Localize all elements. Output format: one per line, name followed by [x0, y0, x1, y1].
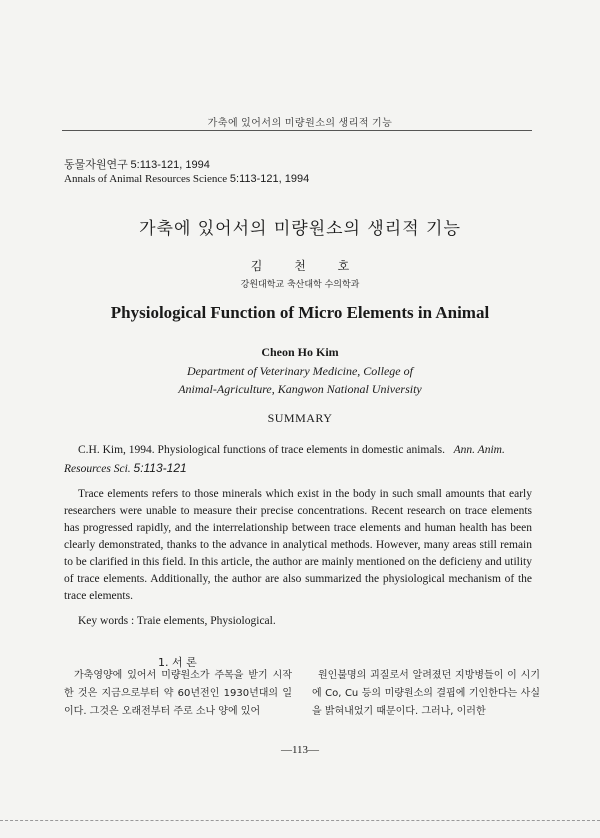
- reference-text: C.H. Kim, 1994. Physiological functions of trace elements in domestic animals.: [78, 444, 445, 456]
- title-english: Physiological Function of Micro Elements in Animal: [110, 303, 490, 322]
- department-line-2: Animal-Agriculture, Kangwon National University: [178, 382, 422, 396]
- running-header: 가축에 있어서의 미량원소의 생리적 기능: [207, 118, 393, 129]
- author-korean: 김 천 호: [250, 259, 364, 273]
- citation-en-journal: Annals of Animal Resources Science: [64, 173, 228, 185]
- section-heading: 1. 서 론: [158, 656, 197, 669]
- citation-ko-journal: 동물자원연구: [64, 159, 128, 171]
- reference-journal: Ann. Anim.: [453, 444, 505, 456]
- reference-pages: 5:113-121: [133, 461, 187, 475]
- citation-ko: [64, 158, 309, 172]
- reference-journal-2: Resources Sci.: [64, 463, 131, 475]
- citation-block: [64, 158, 309, 186]
- header-rule: [62, 130, 532, 131]
- citation-ko-volume: 5:113-121, 1994: [130, 159, 210, 171]
- title-korean: 가축에 있어서의 미량원소의 생리적 기능: [139, 219, 461, 239]
- affiliation-korean: 강원대학교 축산대학 수의학과: [240, 280, 360, 290]
- keywords: Key words : Traie elements, Physiological.: [78, 615, 276, 627]
- reference: [64, 441, 534, 478]
- citation-en: [64, 172, 309, 186]
- author-english: Cheon Ho Kim: [261, 345, 339, 359]
- body-column-left: 가축영양에 있어서 미량원소가 주목을 받기 시작한 것은 지금으로부터 약 60년전인 1930년대의 일이다. 그것은 오래전부터 주로 소나 양에 있어: [64, 670, 292, 717]
- body-column-right: 원인불명의 괴질로서 알려졌던 지방병들이 이 시기에 Co, Cu 등의 미량원소의 결핍에 기인한다는 사실을 밝혀내었기 때문이다. 그러나, 이러한: [312, 670, 540, 717]
- summary-heading: SUMMARY: [267, 411, 333, 425]
- page-number: —113—: [280, 744, 320, 756]
- bottom-rule: [0, 820, 600, 821]
- department-line-1: Department of Veterinary Medicine, College of: [187, 364, 413, 378]
- abstract: Trace elements refers to those minerals which exist in the body in such small amounts that early researchers were unable to measure their precise concentrations. Recent research on trace elements has progressed rapidly, and the interrelationship between trace elements and human health has been clearly demonstrated, thanks to the advance in analytical methods. However, many areas still remain to be clarified in this field. In this article, the author are mainly mentioned on the deficieny and utility of trace elements. Additionally, the author are also summarized the physiological mechanism of the trace elements.: [64, 488, 532, 602]
- department: [0, 362, 600, 398]
- citation-en-volume: 5:113-121, 1994: [229, 173, 310, 185]
